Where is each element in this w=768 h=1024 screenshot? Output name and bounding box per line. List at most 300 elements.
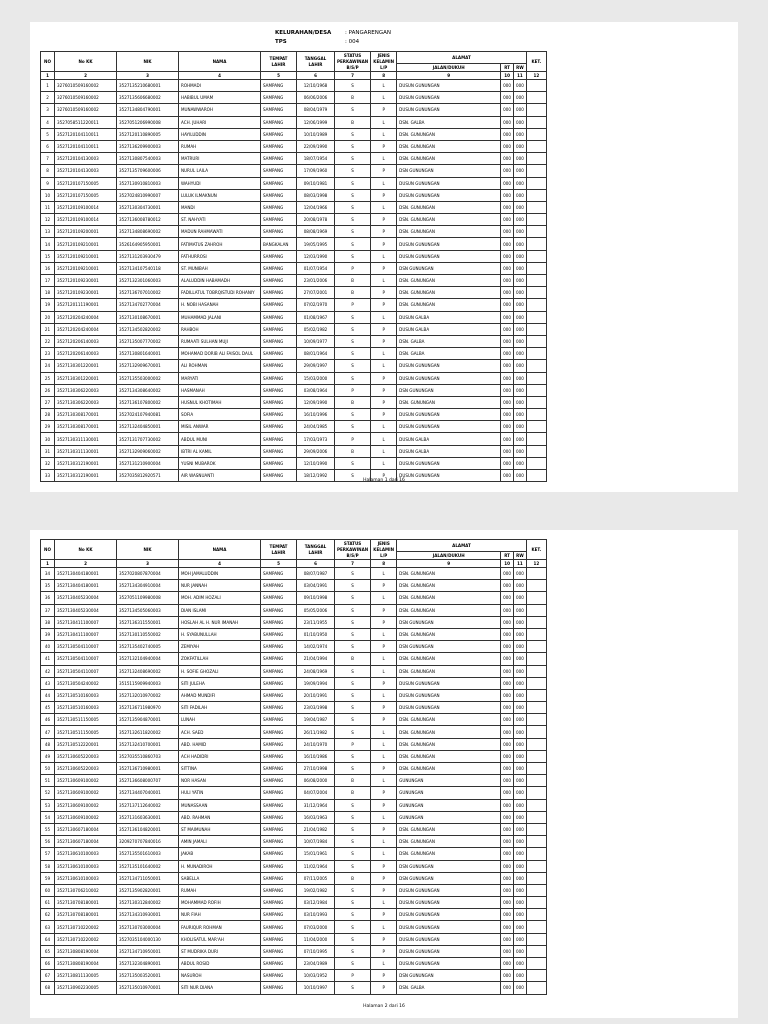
cell-rt: 000 <box>501 140 514 152</box>
col-index: 8 <box>371 72 397 80</box>
cell-rw: 000 <box>514 958 527 970</box>
cell-ket <box>526 116 546 128</box>
cell-jenis-kelamin: P <box>371 702 397 714</box>
cell-rw: 000 <box>514 592 527 604</box>
cell-rw: 000 <box>514 653 527 665</box>
cell-tempat-lahir: SAMPANG <box>261 433 297 445</box>
cell-rt: 000 <box>501 653 514 665</box>
cell-jalan-dukuh: DUSUN GUNUNGAN <box>397 372 501 384</box>
cell-nama: ST MAIMUNAH <box>179 823 261 835</box>
cell-ket <box>526 360 546 372</box>
cell-status: S <box>335 763 371 775</box>
cell-jalan-dukuh: DSN. GALBA <box>397 348 501 360</box>
cell-jalan-dukuh: DSN. GALBA <box>397 982 501 994</box>
cell-rw: 000 <box>514 311 527 323</box>
cell-rw: 000 <box>514 665 527 677</box>
cell-no: 66 <box>41 958 55 970</box>
cell-tanggal-lahir: 14/02/1974 <box>297 641 335 653</box>
cell-no-kk: 3527130610100003 <box>55 848 117 860</box>
cell-no: 10 <box>41 189 55 201</box>
cell-tanggal-lahir: 23/03/1998 <box>297 702 335 714</box>
col-header-no-kk: No KK <box>55 540 117 560</box>
cell-rt: 000 <box>501 445 514 457</box>
cell-nama: RUMAH <box>179 140 261 152</box>
cell-nama: RUMAH <box>179 884 261 896</box>
cell-rt: 000 <box>501 226 514 238</box>
cell-ket <box>526 628 546 640</box>
cell-tanggal-lahir: 12/06/1999 <box>297 116 335 128</box>
cell-tanggal-lahir: 05/02/1982 <box>297 323 335 335</box>
cell-nik: 3527134310930001 <box>117 909 179 921</box>
col-index: 2 <box>55 560 117 568</box>
cell-no-kk: 3527130504110007 <box>55 665 117 677</box>
cell-status: S <box>335 982 371 994</box>
cell-nik: 3527132304890001 <box>117 958 179 970</box>
cell-rw: 000 <box>514 238 527 250</box>
cell-nik: 3527035812920571 <box>117 470 179 482</box>
cell-nik: 3515115909940003 <box>117 677 179 689</box>
table-row <box>41 775 547 787</box>
cell-status: S <box>335 214 371 226</box>
cell-ket <box>526 592 546 604</box>
table-row <box>41 628 547 640</box>
cell-jalan-dukuh: DSN. GUNUNGAN <box>397 226 501 238</box>
col-index: 5 <box>261 72 297 80</box>
cell-jenis-kelamin: P <box>371 189 397 201</box>
cell-jalan-dukuh: DUSUN GUNUNGAN <box>397 677 501 689</box>
col-index: 12 <box>526 72 546 80</box>
cell-tempat-lahir: SAMPANG <box>261 848 297 860</box>
cell-jalan-dukuh: DSN. GUNUNGAN <box>397 299 501 311</box>
cell-rt: 000 <box>501 641 514 653</box>
cell-no-kk: 3527130308170001 <box>55 409 117 421</box>
cell-nama: MOHAMAD DORIB ALI FAISOL DAUL <box>179 348 261 360</box>
cell-status: S <box>335 470 371 482</box>
cell-rw: 000 <box>514 287 527 299</box>
cell-no-kk: 3527130609100002 <box>55 799 117 811</box>
cell-ket <box>526 201 546 213</box>
cell-ket <box>526 958 546 970</box>
cell-tanggal-lahir: 11/02/1964 <box>297 860 335 872</box>
table-row <box>41 335 547 347</box>
cell-no-kk: 3527120107150005 <box>55 177 117 189</box>
cell-jenis-kelamin: P <box>371 226 397 238</box>
cell-tempat-lahir: SAMPANG <box>261 921 297 933</box>
cell-rt: 000 <box>501 921 514 933</box>
table-row <box>41 201 547 213</box>
cell-no: 45 <box>41 702 55 714</box>
cell-nama: AMIN JAMALI <box>179 836 261 848</box>
tps-label: TPS <box>275 39 287 45</box>
cell-nama: FADILLATUL TOBRQISTUDI ROHANIY <box>179 287 261 299</box>
cell-jenis-kelamin: L <box>371 848 397 860</box>
col-header-rt: RT <box>501 552 514 560</box>
cell-jalan-dukuh: DUSUN GUNUNGAN <box>397 92 501 104</box>
col-index: 4 <box>179 72 261 80</box>
cell-nik: 3527135501610003 <box>117 848 179 860</box>
cell-jenis-kelamin: L <box>371 116 397 128</box>
cell-ket <box>526 140 546 152</box>
cell-status: S <box>335 799 371 811</box>
cell-jenis-kelamin: L <box>371 921 397 933</box>
cell-jalan-dukuh: DSN. GUNUNGAN <box>397 628 501 640</box>
cell-tempat-lahir: SAMPANG <box>261 787 297 799</box>
col-header-nama: NAMA <box>179 540 261 560</box>
cell-nik: 3527135904870001 <box>117 714 179 726</box>
cell-status: S <box>335 201 371 213</box>
cell-ket <box>526 945 546 957</box>
cell-nik: 3527024107940081 <box>117 409 179 421</box>
cell-tempat-lahir: SAMPANG <box>261 763 297 775</box>
table-row <box>41 116 547 128</box>
cell-tanggal-lahir: 10/03/1952 <box>297 970 335 982</box>
table-row <box>41 958 547 970</box>
cell-nama: ACH. SAED <box>179 726 261 738</box>
cell-nama: MOHAMMAD ROFIH <box>179 897 261 909</box>
cell-nik: 3527135007770002 <box>117 335 179 347</box>
cell-status: S <box>335 677 371 689</box>
cell-jenis-kelamin: P <box>371 884 397 896</box>
cell-rt: 000 <box>501 238 514 250</box>
cell-jenis-kelamin: L <box>371 775 397 787</box>
cell-jenis-kelamin: L <box>371 811 397 823</box>
col-header-status: STATUS PERKAWINAN B/S/P <box>335 52 371 72</box>
cell-tanggal-lahir: 16/03/1963 <box>297 811 335 823</box>
cell-rt: 000 <box>501 689 514 701</box>
cell-tempat-lahir: SAMPANG <box>261 311 297 323</box>
cell-status: S <box>335 641 371 653</box>
cell-tempat-lahir: SAMPANG <box>261 92 297 104</box>
cell-no: 26 <box>41 384 55 396</box>
cell-jenis-kelamin: P <box>371 384 397 396</box>
cell-status: S <box>335 836 371 848</box>
cell-no-kk: 3527120109210001 <box>55 250 117 262</box>
cell-no: 56 <box>41 836 55 848</box>
cell-jenis-kelamin: L <box>371 311 397 323</box>
cell-nik: 3527134702770004 <box>117 299 179 311</box>
cell-rw: 000 <box>514 775 527 787</box>
col-index: 12 <box>526 560 546 568</box>
table-row <box>41 970 547 982</box>
table-row <box>41 360 547 372</box>
cell-status: B <box>335 445 371 457</box>
table-row <box>41 384 547 396</box>
cell-jalan-dukuh: DSN. GUNUNGAN <box>397 201 501 213</box>
cell-tempat-lahir: SAMPANG <box>261 250 297 262</box>
table-row <box>41 823 547 835</box>
cell-no-kk: 3527130609100002 <box>55 811 117 823</box>
table-row <box>41 275 547 287</box>
cell-nik: 3527132104940004 <box>117 653 179 665</box>
cell-rt: 000 <box>501 92 514 104</box>
cell-tanggal-lahir: 18/12/1992 <box>297 470 335 482</box>
table-row <box>41 140 547 152</box>
cell-tempat-lahir: SAMPANG <box>261 738 297 750</box>
table-row <box>41 653 547 665</box>
cell-nama: NURUL LAILA <box>179 165 261 177</box>
cell-no-kk: 3527130306220003 <box>55 384 117 396</box>
cell-jalan-dukuh: DUSUN GALBA <box>397 311 501 323</box>
cell-jenis-kelamin: P <box>371 909 397 921</box>
col-index: 1 <box>41 560 55 568</box>
cell-no-kk: 3527120107150005 <box>55 189 117 201</box>
cell-jenis-kelamin: P <box>371 238 397 250</box>
cell-rw: 000 <box>514 165 527 177</box>
cell-tempat-lahir: SAMPANG <box>261 689 297 701</box>
cell-jalan-dukuh: DUSUN GUNUNGAN <box>397 702 501 714</box>
cell-tempat-lahir: SAMPANG <box>261 726 297 738</box>
cell-rw: 000 <box>514 153 527 165</box>
cell-no-kk: 3527130511150005 <box>55 714 117 726</box>
cell-ket <box>526 275 546 287</box>
cell-ket <box>526 250 546 262</box>
cell-tempat-lahir: BANGKALAN <box>261 238 297 250</box>
cell-no-kk: 3527130405230004 <box>55 592 117 604</box>
cell-status: S <box>335 580 371 592</box>
cell-rw: 000 <box>514 580 527 592</box>
cell-jalan-dukuh: DUSUN GUNUNGAN <box>397 884 501 896</box>
cell-rw: 000 <box>514 702 527 714</box>
cell-no: 33 <box>41 470 55 482</box>
cell-nik: 3527135210680001 <box>117 80 179 92</box>
cell-nama: IBTRI AL KAMIL <box>179 445 261 457</box>
cell-no: 53 <box>41 799 55 811</box>
cell-nama: HAYILUDDIN <box>179 128 261 140</box>
cell-ket <box>526 860 546 872</box>
col-index: 8 <box>371 560 397 568</box>
cell-no: 55 <box>41 823 55 835</box>
cell-jenis-kelamin: P <box>371 799 397 811</box>
kelurahan-label: KELURAHAN/DESA <box>275 30 332 36</box>
cell-no-kk: 3527130605220003 <box>55 763 117 775</box>
cell-ket <box>526 262 546 274</box>
col-index: 9 <box>397 72 501 80</box>
cell-no-kk: 3527130411100007 <box>55 616 117 628</box>
cell-tempat-lahir: SAMPANG <box>261 665 297 677</box>
cell-no: 57 <box>41 848 55 860</box>
cell-no: 68 <box>41 982 55 994</box>
cell-nama: AHMAD MUNDIFI <box>179 689 261 701</box>
cell-nik: 3527134808690002 <box>117 226 179 238</box>
cell-no-kk: 3527130708180001 <box>55 897 117 909</box>
cell-tempat-lahir: SAMPANG <box>261 189 297 201</box>
cell-jalan-dukuh: DSN GUNUNGAN <box>397 970 501 982</box>
table-row <box>41 665 547 677</box>
cell-status: S <box>335 153 371 165</box>
cell-tanggal-lahir: 18/07/1954 <box>297 153 335 165</box>
cell-no: 2 <box>41 92 55 104</box>
cell-rt: 000 <box>501 80 514 92</box>
cell-nama: NASUROH <box>179 970 261 982</box>
cell-tanggal-lahir: 17/03/1973 <box>297 433 335 445</box>
cell-nama: HASMANAH <box>179 384 261 396</box>
cell-rw: 000 <box>514 982 527 994</box>
cell-nik: 3527130910810003 <box>117 177 179 189</box>
cell-tanggal-lahir: 11/04/2000 <box>297 933 335 945</box>
cell-rw: 000 <box>514 909 527 921</box>
cell-ket <box>526 433 546 445</box>
cell-rt: 000 <box>501 457 514 469</box>
cell-jenis-kelamin: P <box>371 214 397 226</box>
cell-nama: MATRURI <box>179 153 261 165</box>
cell-jenis-kelamin: L <box>371 665 397 677</box>
col-header-nama: NAMA <box>179 52 261 72</box>
cell-jalan-dukuh: DSN. GUNUNGAN <box>397 275 501 287</box>
cell-ket <box>526 128 546 140</box>
cell-status: B <box>335 653 371 665</box>
cell-ket <box>526 872 546 884</box>
cell-ket <box>526 616 546 628</box>
table-row <box>41 787 547 799</box>
cell-tanggal-lahir: 08/03/1998 <box>297 189 335 201</box>
cell-nama: ST MUDRIKA DURI <box>179 945 261 957</box>
cell-no: 6 <box>41 140 55 152</box>
cell-nik: 3527134308640002 <box>117 384 179 396</box>
col-header-jenis-kelamin: JENIS KELAMIN L/P <box>371 540 397 560</box>
col-header-jalan: JALAN/DUKUH <box>397 552 501 560</box>
cell-tanggal-lahir: 01/08/1967 <box>297 311 335 323</box>
cell-status: S <box>335 616 371 628</box>
cell-nik: 3527134804790001 <box>117 104 179 116</box>
col-header-tempat-lahir: TEMPAT LAHIR <box>261 52 297 72</box>
cell-rw: 000 <box>514 604 527 616</box>
table-row <box>41 604 547 616</box>
cell-jalan-dukuh: DSN. GUNUNGAN <box>397 763 501 775</box>
cell-nama: FATHURROSI <box>179 250 261 262</box>
cell-jalan-dukuh: DSN. GUNUNGAN <box>397 140 501 152</box>
cell-rw: 000 <box>514 470 527 482</box>
cell-no-kk: 3527130301220001 <box>55 372 117 384</box>
cell-no: 47 <box>41 726 55 738</box>
document-page-2 <box>30 530 738 1018</box>
col-header-alamat: ALAMAT <box>397 52 527 64</box>
cell-tempat-lahir: SAMPANG <box>261 799 297 811</box>
voter-table-page-2 <box>40 539 547 995</box>
table-row <box>41 445 547 457</box>
cell-tanggal-lahir: 12/10/1968 <box>297 80 335 92</box>
cell-rt: 000 <box>501 616 514 628</box>
cell-no-kk: 3527130610100003 <box>55 872 117 884</box>
cell-nama: FAURIQUR ROHMAN <box>179 921 261 933</box>
cell-rt: 000 <box>501 970 514 982</box>
cell-no-kk: 3527130605220003 <box>55 750 117 762</box>
cell-jenis-kelamin: L <box>371 348 397 360</box>
cell-tanggal-lahir: 12/10/1990 <box>297 457 335 469</box>
cell-tanggal-lahir: 19/02/1982 <box>297 884 335 896</box>
cell-tempat-lahir: SAMPANG <box>261 323 297 335</box>
cell-nama: MUNAWWAROH <box>179 104 261 116</box>
cell-status: S <box>335 568 371 580</box>
cell-status: S <box>335 165 371 177</box>
table-row <box>41 348 547 360</box>
cell-tanggal-lahir: 07/03/2000 <box>297 921 335 933</box>
cell-jenis-kelamin: P <box>371 787 397 799</box>
cell-nik: 3527130108670001 <box>117 311 179 323</box>
cell-nama: ST. NAHYATI <box>179 214 261 226</box>
table-row <box>41 933 547 945</box>
table-row <box>41 616 547 628</box>
cell-nik: 3527134502820002 <box>117 323 179 335</box>
cell-tempat-lahir: SAMPANG <box>261 568 297 580</box>
cell-jenis-kelamin: L <box>371 445 397 457</box>
cell-jalan-dukuh: DUSUN GUNUNGAN <box>397 909 501 921</box>
cell-status: P <box>335 299 371 311</box>
cell-no: 13 <box>41 226 55 238</box>
cell-no-kk: 3527130609100002 <box>55 775 117 787</box>
cell-status: S <box>335 372 371 384</box>
cell-rw: 000 <box>514 104 527 116</box>
cell-jenis-kelamin: L <box>371 653 397 665</box>
cell-no-kk: 3527120104130003 <box>55 165 117 177</box>
cell-nik: 3527136710980001 <box>117 763 179 775</box>
table-row <box>41 433 547 445</box>
cell-nik: 3527135503000002 <box>117 372 179 384</box>
cell-jalan-dukuh: DSN. GUNUNGAN <box>397 726 501 738</box>
cell-rt: 000 <box>501 738 514 750</box>
cell-jalan-dukuh: DUSUN GUNUNGAN <box>397 409 501 421</box>
cell-rw: 000 <box>514 787 527 799</box>
cell-nik: 3527136107800002 <box>117 396 179 408</box>
cell-no-kk: 3527130510160003 <box>55 702 117 714</box>
cell-no: 67 <box>41 970 55 982</box>
cell-rw: 000 <box>514 226 527 238</box>
cell-rt: 000 <box>501 665 514 677</box>
cell-rt: 000 <box>501 799 514 811</box>
table-row <box>41 726 547 738</box>
table-row <box>41 799 547 811</box>
cell-tempat-lahir: SAMPANG <box>261 348 297 360</box>
col-header-jenis-kelamin: JENIS KELAMIN L/P <box>371 52 397 72</box>
cell-rt: 000 <box>501 836 514 848</box>
cell-nama: HOSLAH AL H. NUR IMANAH <box>179 616 261 628</box>
cell-nik: 3527135101640002 <box>117 860 179 872</box>
cell-tanggal-lahir: 09/10/1981 <box>297 177 335 189</box>
cell-jalan-dukuh: DUSUN GUNUNGAN <box>397 945 501 957</box>
cell-no: 43 <box>41 677 55 689</box>
cell-no-kk: 3527130512220001 <box>55 738 117 750</box>
cell-no: 28 <box>41 409 55 421</box>
cell-no: 25 <box>41 372 55 384</box>
cell-rt: 000 <box>501 848 514 860</box>
cell-rt: 000 <box>501 726 514 738</box>
cell-no-kk: 3527130706210002 <box>55 884 117 896</box>
cell-jenis-kelamin: P <box>371 982 397 994</box>
cell-rt: 000 <box>501 433 514 445</box>
cell-nik: 3527134304910004 <box>117 580 179 592</box>
cell-ket <box>526 568 546 580</box>
cell-ket <box>526 702 546 714</box>
cell-jalan-dukuh: DSN GUNUNGAN <box>397 384 501 396</box>
cell-jalan-dukuh: DUSUN GUNUNGAN <box>397 897 501 909</box>
cell-ket <box>526 165 546 177</box>
cell-no-kk: 3527120111190001 <box>55 299 117 311</box>
cell-ket <box>526 189 546 201</box>
cell-tempat-lahir: SAMPANG <box>261 836 297 848</box>
cell-jalan-dukuh: DSN. GALBA <box>397 116 501 128</box>
cell-no: 50 <box>41 763 55 775</box>
cell-ket <box>526 323 546 335</box>
cell-no-kk: 3527120104110011 <box>55 140 117 152</box>
cell-nik: 3527132010970002 <box>117 689 179 701</box>
cell-nama: AIR WASNUANTI <box>179 470 261 482</box>
cell-no-kk: 3527130510160003 <box>55 689 117 701</box>
cell-status: P <box>335 384 371 396</box>
cell-rt: 000 <box>501 945 514 957</box>
cell-tanggal-lahir: 19/05/1995 <box>297 238 335 250</box>
cell-ket <box>526 335 546 347</box>
cell-nik: 3527134710950001 <box>117 945 179 957</box>
cell-tempat-lahir: SAMPANG <box>261 580 297 592</box>
